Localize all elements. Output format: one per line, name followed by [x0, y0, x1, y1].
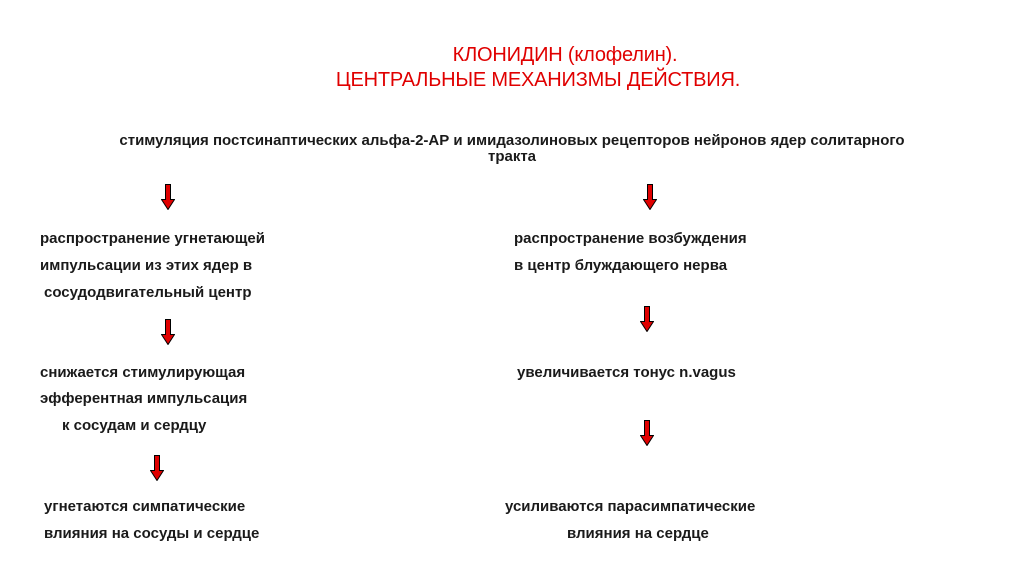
- root-statement-line-1: стимуляция постсинаптических альфа-2-АР и имидазолиновых рецепторов нейронов ядер солитарного: [119, 132, 905, 149]
- down-arrow-icon: [161, 184, 175, 210]
- left-step3-line-2: влияния на сосуды и сердце: [44, 525, 260, 542]
- down-arrow-icon: [643, 184, 657, 210]
- down-arrow-icon: [640, 420, 654, 446]
- slide-title-line-1: КЛОНИДИН (клофелин).: [452, 44, 678, 66]
- right-step3-line-1: усиливаются парасимпатические: [505, 498, 756, 515]
- right-step2-line-1: увеличивается тонус n.vagus: [517, 364, 736, 381]
- root-statement-line-2: тракта: [487, 148, 537, 165]
- right-step3-line-2: влияния на сердце: [567, 525, 709, 542]
- left-step2-line-1: снижается стимулирующая: [40, 364, 246, 381]
- down-arrow-icon: [150, 455, 164, 481]
- left-step2-line-3: к сосудам и сердцу: [62, 417, 207, 434]
- right-step1-line-2: в центр блуждающего нерва: [514, 257, 728, 274]
- left-step3-line-1: угнетаются симпатические: [44, 498, 246, 515]
- left-step1-line-1: распространение угнетающей: [40, 230, 265, 247]
- down-arrow-icon: [640, 306, 654, 332]
- left-step1-line-2: импульсации из этих ядер в: [40, 257, 253, 274]
- left-step2-line-2: эфферентная импульсация: [40, 390, 248, 407]
- down-arrow-icon: [161, 319, 175, 345]
- left-step1-line-3: сосудодвигательный центр: [44, 284, 252, 301]
- slide-title-line-2: ЦЕНТРАЛЬНЫЕ МЕХАНИЗМЫ ДЕЙСТВИЯ.: [335, 69, 741, 91]
- right-step1-line-1: распространение возбуждения: [514, 230, 747, 247]
